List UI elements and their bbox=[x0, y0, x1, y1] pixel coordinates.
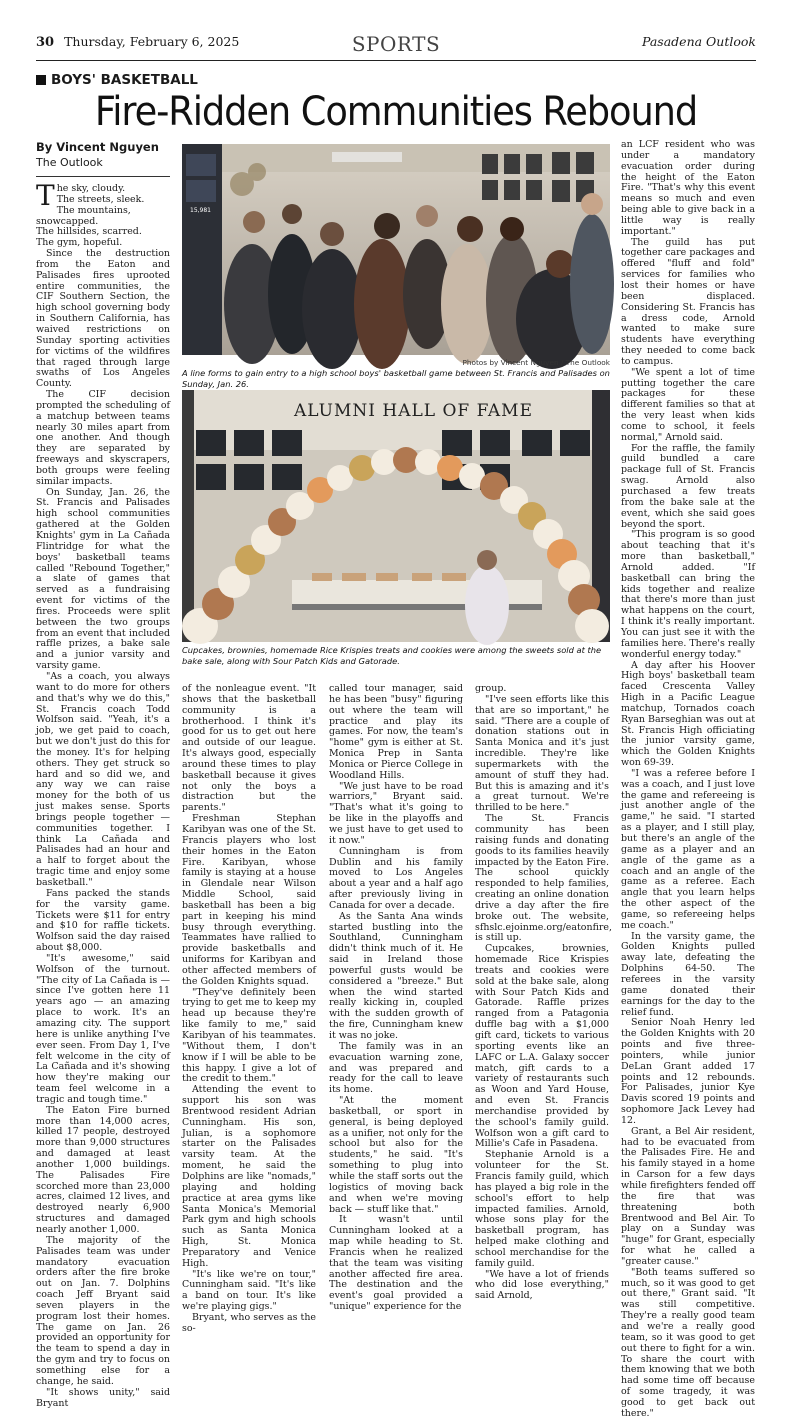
crowd-photo-caption: A line forms to gain entry to a high school boys' basketball game between St. Francis and Palisades on Sunday, Jan. 26. bbox=[182, 368, 610, 389]
article-column-2 bbox=[182, 683, 316, 1334]
paragraph: Stephanie Arnold is a volunteer for the St. Francis family guild, which has played a big role in the school's effort to help impacted families. Arnold, whose sons play for the basketball program, has helped make clothing and school merchandise for the family guild. bbox=[475, 1149, 609, 1269]
paragraph: The St. Francis community has been raising funds and donating goods to its families heavily impacted by the Eaton Fire. The school quickly responded to help families, creating an online donation drive a day after the fire broke out. The website, sfhslc.ejoinme.org/eatonfire, is still up. bbox=[475, 813, 612, 944]
folio bbox=[36, 34, 756, 58]
poem-line: The streets, sleek. bbox=[56, 193, 145, 205]
paragraph: The majority of the Palisades team was under mandatory evacuation orders after the fire broke out on Jan. 7. Dolphins coach Jeff Bryant said seven players in the program lost their homes. The game on Jan. 26 provided an opportunity for the team to spend a day in the gym and try to focus on something else for a change, he said. bbox=[36, 1234, 170, 1387]
paragraph: of the nonleague event. "It shows that the basketball community is a brotherhood. I think it's good for us to get out here and outside of our league. It's always good, especially around these times to play basketball because it gives not only the boys a distraction but the parents." bbox=[182, 683, 316, 814]
paragraph: "As a coach, you always want to do more for others and that's why we do this," St. Francis coach Todd Wolfson said. "Yeah, it's a job, we get paid to coach, but we don't just do this for the money. It's for helping others. They get struck so hard and so did we, and any way we can raise money for the both of us just makes sense. Sports brings people together — communities together. I think La Cañada and Palisades had an hour and a half to forget about the tragic time and enjoy some basketball." bbox=[36, 670, 170, 888]
paragraph: group. bbox=[475, 683, 507, 694]
bake-sale-photo-image bbox=[182, 390, 610, 642]
paragraph: In the varsity game, the Golden Knights pulled away late, defeating the Dolphins 64-50. The referees in the varsity game donated their earnings for the day to the relief fund. bbox=[621, 930, 755, 1018]
section-name: SPORTS bbox=[351, 32, 441, 56]
paragraph: "At the moment basketball, or sport in general, is being deployed as a unifier, not only for the school but also for the students," he said. "It's something to plug into while the staff sorts out the logistics of moving back and when we're moving back — stuff like that." bbox=[329, 1095, 463, 1215]
paragraph: Cupcakes, brownies, homemade Rice Krispies treats and cookies were sold at the bake sale, along with Sour Patch Kids and Gatorade. Raffle prizes ranged from a Patagonia duffle bag with a $1,000 gift card, tickets to various sporting events like an LAFC or L.A. Galaxy soccer match, gift cards to a variety of restaurants such as Woon and Yard House, and even St. Francis merchandise provided by the school's family guild. Wolfson won a gift card to Millie's Cafe in Pasadena. bbox=[475, 943, 609, 1150]
paragraph: called tour manager, said he has been "busy" figuring out where the team will practice and play its games. For now, the team's "home" gym is either at St. Monica Prep in Santa Monica or Pierce College in Woodland Hills. bbox=[329, 683, 463, 781]
paragraph: Since the destruction from the Eaton and Palisades fires uprooted entire communities, the CIF Southern Section, the high school governing body in Southern California, has waived restrictions on Sunday sporting activities for victims of the wildfires that raged through large swaths of Los Angeles County. bbox=[36, 248, 170, 390]
crowd-photo bbox=[182, 144, 610, 355]
article-column-1 bbox=[36, 179, 170, 1409]
paragraph: "We spent a lot of time putting together the care packages for these different families so that at the very least when kids come to school, it feels normal," Arnold said. bbox=[621, 366, 755, 443]
publication-name: Pasadena Outlook bbox=[642, 34, 756, 49]
paragraph: The Eaton Fire burned more than 14,000 acres, killed 17 people, destroyed more than 9,000 structures and damaged at least another 1,000 buildings. The Palisades Fire scorched more than 23,000 acres, claimed 12 lives, and destroyed nearly 6,900 structures and damaged nearly another 1,000. bbox=[36, 1104, 170, 1235]
paragraph: "We just have to be road warriors," Bryant said. "That's what it's going to be like in the playoffs and we just have to get used to it now." bbox=[329, 780, 463, 846]
paragraph: The guild has put together care packages and offered "fluff and fold" services for families who lost their homes or have been displaced. Considering St. Francis has a dress code, Arnold wanted to make sure students have everything they needed to come back to campus. bbox=[621, 236, 755, 367]
photo-sign-number: 15,981 bbox=[190, 207, 211, 214]
paragraph: "It shows unity," said Bryant bbox=[36, 1386, 170, 1409]
article-column-5 bbox=[621, 139, 755, 1419]
article-column-4 bbox=[475, 683, 612, 1302]
bake-sale-photo bbox=[182, 390, 610, 642]
hall-of-fame-sign: ALUMNI HALL OF FAME bbox=[294, 401, 533, 421]
paragraph: "It's awesome," said Wolfson of the turnout. "The city of La Cañada is — since I've gotten here 11 years ago — an amazing place to work. It's an amazing city. The support here is unlike anything I've ever seen. From Day 1, I've felt welcome in the city of La Cañada and it's showing how they're making our team feel welcome in a tragic and tough time." bbox=[36, 952, 170, 1105]
byline-org: The Outlook bbox=[36, 156, 103, 169]
byline bbox=[36, 140, 176, 169]
paragraph: On Sunday, Jan. 26, the St. Francis and Palisades high school communities gathered at the Golden Knights' gym in La Cañada Flintridge for what the boys' basketball teams called "Rebound Together," a slate of games that served as a fundraising event for victims of the fires. Proceeds were split between the two groups from an event that included raffle prizes, a bake sale and a junior varsity and varsity game. bbox=[36, 486, 170, 672]
bake-sale-caption: Cupcakes, brownies, homemade Rice Krispies treats and cookies were among the sweets sold at the bake sale, along with Sour Patch Kids and Gatorade. bbox=[182, 645, 602, 666]
paragraph: It wasn't until Cunningham looked at a map while heading to St. Francis when he realized that the team was visiting another affected fire area. The destination and the event's goal provided a "unique" experience for the bbox=[329, 1214, 463, 1313]
poem-line: The hillsides, scarred. bbox=[36, 226, 142, 238]
paragraph: Grant, a Bel Air resident, had to be evacuated from the Palisades Fire. He and his family stayed in a home in Carson for a few days while firefighters fended off the fire that was threatening both Brentwood and Bel Air. To play on a Sunday was "huge" for Grant, especially for what he called a "greater cause." bbox=[621, 1125, 755, 1267]
issue-date: Thursday, February 6, 2025 bbox=[64, 34, 240, 49]
paragraph: Bryant, who serves as the so- bbox=[182, 1311, 316, 1334]
opening-poem bbox=[36, 179, 170, 249]
paragraph: The family was in an evacuation warning zone, and was prepared and ready for the call to leave its home. bbox=[329, 1040, 463, 1096]
paragraph: The CIF decision prompted the scheduling of a matchup between teams nearly 30 miles apart from one another. And though they are separated by freeways and skyscrapers, both groups were feeling similar impacts. bbox=[36, 389, 170, 487]
paragraph: For the raffle, the family guild bundled a care package full of St. Francis swag. Arnold also purchased a few treats from the bake sale at the event, which she said goes beyond the sport. bbox=[621, 442, 755, 530]
paragraph: "I was a referee before I was a coach, and I just love the game and refereeing is just another angle of the game," he said. "I started as a player, and I still play, but there's an angle of the game as a player and an angle of the game as a coach and an angle of the game as a referee. Each angle that you learn helps the other aspect of the game, so refereeing helps me coach." bbox=[621, 767, 755, 931]
paragraph: "It's like we're on tour," Cunningham said. "It's like a band on tour. It's like we're playing gigs." bbox=[182, 1268, 316, 1313]
paragraph: "They've definitely been trying to get me to keep my head up because they're like family to me," said Karibyan of his teammates. "Without them, I don't know if I will be able to be this happy. I give a lot of the credit to them." bbox=[182, 986, 316, 1085]
byline-rule bbox=[36, 176, 170, 177]
paragraph: "Both teams suffered so much, so it was good to get out there," Grant said. "It was still competitive. They're a really good team and we're a really good team, so it was good to get out there to fight for a win. To share the court with them knowing that we both had some time off because of some tragedy, it was good to get back out there." bbox=[621, 1266, 755, 1419]
paragraph: an LCF resident who was under a mandatory evacuation order during the height of the Eaton Fire. "That's why this event means so much and even being able to give back in a little way is really important." bbox=[621, 139, 755, 237]
crowd-photo-image bbox=[182, 144, 610, 355]
poem-line: he sky, cloudy. bbox=[56, 183, 126, 194]
paragraph: Fans packed the stands for the varsity game. Tickets were $11 for entry and $10 for raffle tickets. Wolfson said the day raised about $8,000. bbox=[36, 887, 170, 954]
paragraph: Cunningham is from Dublin and his family moved to Los Angeles about a year and a half ago after previously living in Canada for over a decade. bbox=[329, 845, 463, 911]
paragraph: "This program is so good about teaching that it's more than basketball," Arnold added. "If basketball can bring the kids together and realize that there's more than just what happens on the court, I think it's really important. You can just see it with the families here. There's really wonderful energy today." bbox=[621, 529, 755, 660]
square-bullet-icon bbox=[36, 75, 46, 85]
kicker-label: BOYS' BASKETBALL bbox=[51, 72, 198, 88]
paragraph: "We have a lot of friends who did lose everything," said Arnold, bbox=[475, 1268, 609, 1302]
paragraph: "I've seen efforts like this that are so important," he said. "There are a couple of donation stations out in Santa Monica and it's just incredible. They're like supermarkets with the amount of stuff they had. But this is amazing and it's a great turnout. We're thrilled to be here." bbox=[475, 693, 609, 814]
poem-line: The gym, hopeful. bbox=[36, 237, 123, 249]
paragraph: Senior Noah Henry led the Golden Knights with 20 points and five three-pointers, while junior DeLan Grant added 17 points and 12 rebounds. For Palisades, junior Kye Davis scored 19 points and sophomore Jack Levey had 12. bbox=[621, 1017, 755, 1126]
paragraph: Attending the event to support his son was Brentwood resident Adrian Cunningham. His son, Julian, is a sophomore starter on the Palisades varsity team. At the moment, he said the Dolphins are like "nomads," playing and holding practice at area gyms like Santa Monica's Memorial Park gym and high schools such as Santa Monica High, St. Monica Preparatory and Venice High. bbox=[182, 1084, 316, 1269]
paragraph: As the Santa Ana winds started bustling into the Southland, Cunningham didn't think much of it. He said in Ireland those powerful gusts would be considered a "breeze." But when the wind started really kicking in, coupled with the sudden growth of the fire, Cunningham knew it was no joke. bbox=[329, 910, 463, 1041]
folio-rule bbox=[36, 60, 756, 61]
article-column-3 bbox=[329, 683, 463, 1313]
photo-credit: Photos by Vincent Nguyen / The Outlook bbox=[462, 358, 610, 367]
byline-author: By Vincent Nguyen bbox=[36, 140, 159, 154]
poem-line: The mountains, snowcapped. bbox=[36, 204, 131, 227]
dropcap: T bbox=[36, 179, 55, 212]
headline: Fire-Ridden Communities Rebound bbox=[94, 89, 698, 135]
paragraph: Freshman Stephan Karibyan was one of the St. Francis players who lost their homes in the Eaton Fire. Karibyan, whose family is staying at a house in Glendale near Wilson Middle School, said basketball has been a big part in keeping his mind busy through everything. Teammates have rallied to provide basketballs and uniforms for Karibyan and other affected members of the Golden Knights squad. bbox=[182, 813, 316, 987]
paragraph: A day after his Hoover High boys' basketball team faced Crescenta Valley High in a Pacific League matchup, Tornados coach Ryan Barseghian was out at St. Francis High officiating the junior varsity game, which the Golden Knights won 69-39. bbox=[621, 659, 755, 769]
page-number: 30 bbox=[36, 35, 55, 50]
